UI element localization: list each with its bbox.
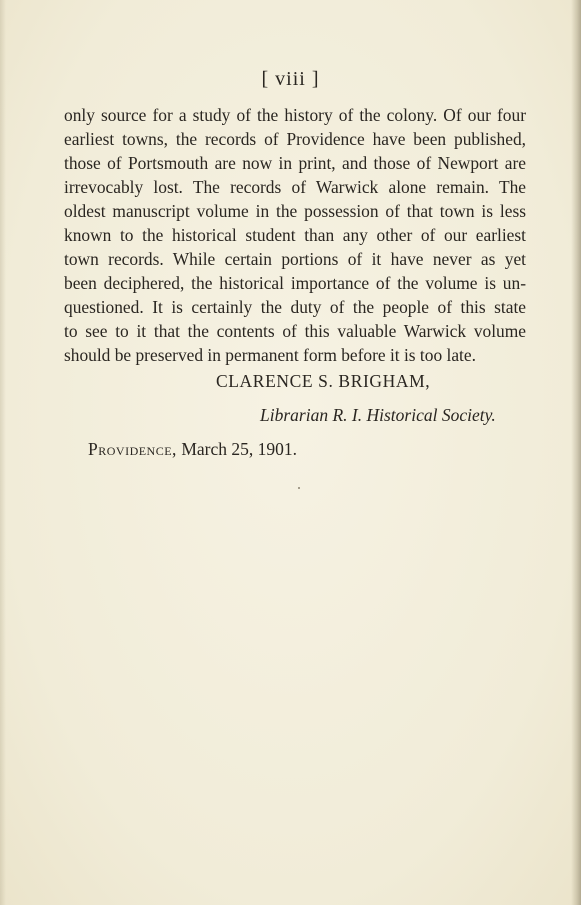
page-number: [ viii ] bbox=[261, 68, 320, 90]
signature-title: Librarian R. I. Historical Society. bbox=[260, 405, 496, 425]
paragraph-line: town records. While certain portions of it have never as yet bbox=[64, 249, 526, 269]
body-paragraph bbox=[64, 103, 526, 367]
paper-speck bbox=[298, 487, 300, 489]
paragraph-line: oldest manuscript volume in the possession of that town is less bbox=[64, 201, 526, 221]
paragraph-line: only source for a study of the history of the colony. Of our four bbox=[64, 105, 526, 125]
signature-name: CLARENCE S. BRIGHAM, bbox=[216, 371, 431, 391]
paragraph-line: should be preserved in permanent form before it is too late. bbox=[64, 345, 476, 365]
page-right-edge bbox=[571, 0, 581, 905]
dateline-place: Providence, bbox=[88, 439, 177, 459]
paragraph-line: to see to it that the contents of this valuable Warwick volume bbox=[64, 321, 526, 341]
paragraph-line: earliest towns, the records of Providence have been published, bbox=[64, 129, 526, 149]
paragraph-line: been deciphered, the historical importance of the volume is un- bbox=[64, 273, 526, 293]
page-left-edge bbox=[0, 0, 6, 905]
paragraph-line: irrevocably lost. The records of Warwick alone remain. The bbox=[64, 177, 526, 197]
paragraph-line: questioned. It is certainly the duty of the people of this state bbox=[64, 297, 526, 317]
paragraph-line: known to the historical student than any other of our earliest bbox=[64, 225, 526, 245]
paragraph-line: those of Portsmouth are now in print, and those of Newport are bbox=[64, 153, 526, 173]
dateline bbox=[88, 439, 297, 460]
dateline-date: March 25, 1901. bbox=[181, 439, 297, 459]
